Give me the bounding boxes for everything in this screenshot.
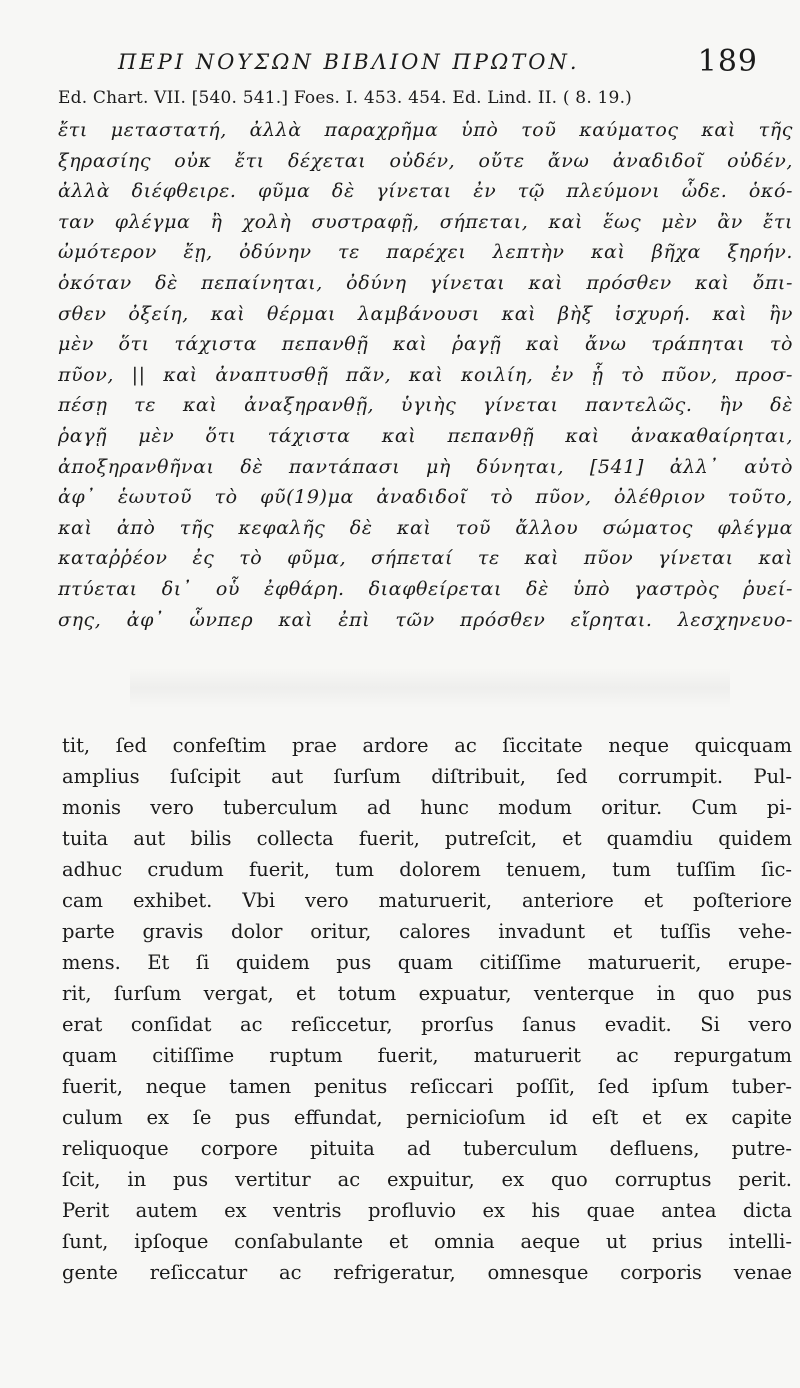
latin-line: fuerit, neque tamen penitus reſiccari poſſit, ſed ipſum tuber-	[62, 1075, 792, 1098]
greek-line: ἀφ᾽ ἑωυτοῦ τὸ φῦ(19)μα ἀναδιδοῖ τὸ πῦον, ὀλέθριον τοῦτο,	[58, 486, 793, 509]
latin-line: adhuc crudum fuerit, tum dolorem tenuem, tum tuſſim ſic-	[62, 858, 792, 881]
greek-line: σθεν ὀξείη, καὶ θέρμαι λαμβάνουσι καὶ βὴξ ἰσχυρή. καὶ ἢν	[58, 302, 793, 325]
latin-line: reliquoque corpore pituita ad tuberculum defluens, putre-	[62, 1137, 792, 1160]
greek-line: ἔτι μεταστατή, ἀλλὰ παραχρῆμα ὑπὸ τοῦ καύματος καὶ τῆς	[58, 119, 793, 141]
latin-line: rit, ſurſum vergat, et totum expuatur, venterque in quo pus	[62, 982, 792, 1005]
greek-line: καταῤῥέον ἐς τὸ φῦμα, σήπεταί τε καὶ πῦον γίνεται καὶ	[58, 547, 793, 570]
latin-line: monis vero tuberculum ad hunc modum oritur. Cum pi-	[62, 796, 792, 819]
latin-line: erat conſidat ac reſiccetur, prorſus ſanus evadit. Si vero	[62, 1013, 792, 1036]
greek-line: ἀποξηρανθῆναι δὲ παντάπασι μὴ δύνηται, [541] ἀλλ᾽ αὐτὸ	[58, 455, 793, 478]
latin-line: tit, ſed confeſtim prae ardore ac ſiccitate neque quicquam	[62, 734, 792, 757]
latin-line: Perit autem ex ventris profluvio ex his quae antea dicta	[62, 1199, 792, 1222]
page-number: 189	[697, 44, 758, 79]
greek-line: πτύεται δι᾽ οὗ ἐφθάρη. διαφθείρεται δὲ ὑπὸ γαστρὸς ῥυεί-	[58, 577, 793, 600]
greek-line: ταν φλέγμα ἢ χολὴ συστραφῇ, σήπεται, καὶ ἕως μὲν ἂν ἔτι	[58, 210, 793, 233]
latin-line: gente reſiccatur ac refrigeratur, omnesque corporis venae	[62, 1261, 792, 1284]
latin-text-block	[62, 730, 792, 1288]
latin-line: mens. Et ſi quidem pus quam citiſſime maturuerit, erupe-	[62, 951, 792, 974]
latin-line: culum ex ſe pus effundat, pernicioſum id eſt et ex capite	[62, 1106, 792, 1129]
latin-line: ſunt, ipſoque conſabulante et omnia aeque ut prius intelli-	[62, 1230, 792, 1253]
latin-line: cam exhibet. Vbi vero maturuerit, anteriore et poſteriore	[62, 889, 792, 912]
greek-line: καὶ ἀπὸ τῆς κεφαλῆς δὲ καὶ τοῦ ἄλλου σώματος φλέγμα	[58, 516, 793, 539]
greek-line: ῥαγῇ μὲν ὅτι τάχιστα καὶ πεπανθῇ καὶ ἀνακαθαίρηται,	[58, 424, 793, 447]
greek-line: ὠμότερον ἔῃ, ὀδύνην τε παρέχει λεπτὴν καὶ βῆχα ξηρήν.	[58, 241, 793, 264]
latin-line: parte gravis dolor oritur, calores invadunt et tuſſis vehe-	[62, 920, 792, 943]
greek-line: μὲν ὅτι τάχιστα πεπανθῇ καὶ ῥαγῇ καὶ ἄνω τράπηται τὸ	[58, 333, 793, 356]
running-head: ΠΕΡΙ ΝΟΥΣΩΝ ΒΙΒΛΙΟΝ ΠΡΩΤΟΝ.	[118, 50, 580, 74]
latin-line: quam citiſſime ruptum fuerit, maturuerit ac repurgatum	[62, 1044, 792, 1067]
greek-text-block	[58, 115, 793, 635]
greek-line: σης, ἀφ᾽ ὧνπερ καὶ ἐπὶ τῶν πρόσθεν εἴρηται. λεσχηνευο-	[58, 608, 793, 631]
latin-line: ſcit, in pus vertitur ac expuitur, ex quo corruptus perit.	[62, 1168, 792, 1191]
latin-line: tuita aut bilis collecta fuerit, putreſcit, et quamdiu quidem	[62, 827, 792, 850]
latin-line: amplius ſuſcipit aut ſurſum diſtribuit, ſed corrumpit. Pul-	[62, 765, 792, 788]
greek-line: ξηρασίης οὐκ ἔτι δέχεται οὐδέν, οὔτε ἄνω ἀναδιδοῖ οὐδέν,	[58, 149, 793, 172]
edition-reference-line: Ed. Chart. VII. [540. 541.] Foes. I. 453. 454. Ed. Lind. II. ( 8. 19.)	[58, 88, 633, 108]
page-header	[118, 40, 758, 86]
bleed-through-shadow	[130, 668, 730, 708]
greek-line: πέσῃ τε καὶ ἀναξηρανθῇ, ὑγιὴς γίνεται παντελῶς. ἢν δὲ	[58, 394, 793, 417]
greek-line: πῦον, || καὶ ἀναπτυσθῇ πᾶν, καὶ κοιλίη, ἐν ᾗ τὸ πῦον, προσ-	[58, 363, 793, 386]
greek-line: ἀλλὰ διέφθειρε. φῦμα δὲ γίνεται ἐν τῷ πλεύμονι ὧδε. ὁκό-	[58, 180, 793, 203]
greek-line: ὁκόταν δὲ πεπαίνηται, ὀδύνη γίνεται καὶ πρόσθεν καὶ ὄπι-	[58, 271, 793, 294]
